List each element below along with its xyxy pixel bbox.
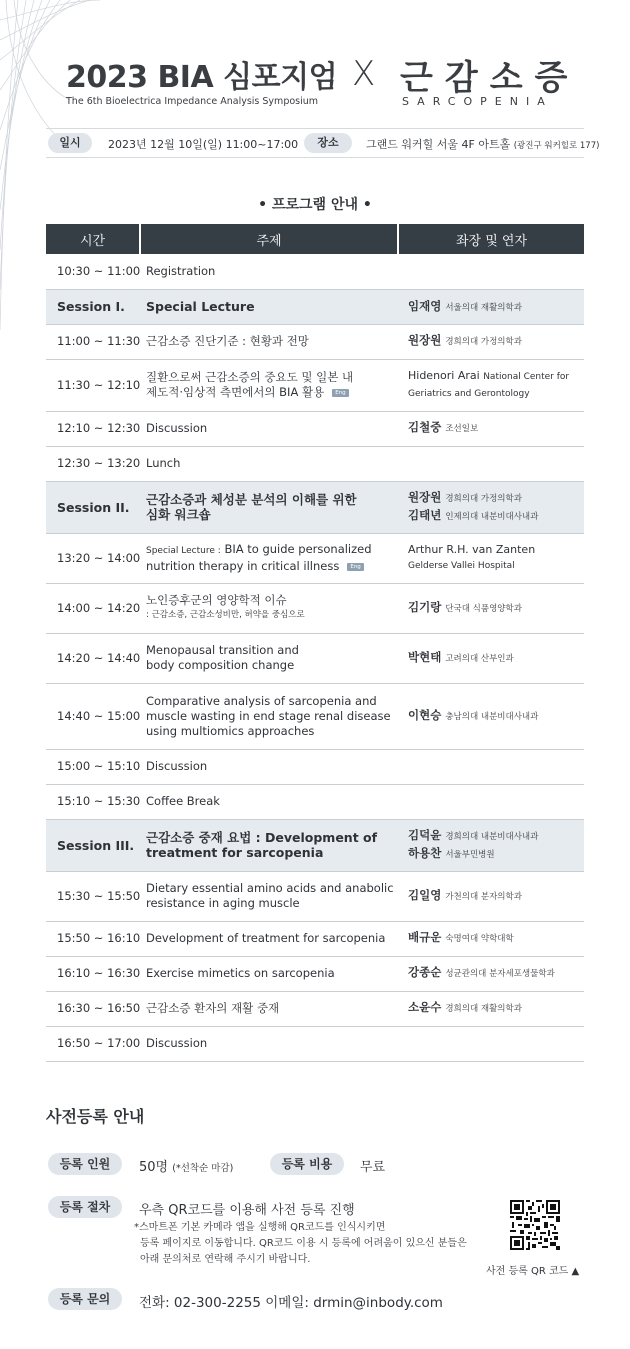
time-cell: 14:20 ~ 14:40 bbox=[46, 633, 140, 683]
speaker-name: 소윤수 bbox=[408, 1000, 442, 1014]
procedure-note-line: *스마트폰 기본 카메라 앱을 실행해 QR코드를 인식시키면 bbox=[134, 1222, 386, 1233]
symposium-subtitle: The 6th Bioelectrica Impedance Analysis Symposium bbox=[66, 96, 319, 107]
speaker-affiliation: Gelderse Vallei Hospital bbox=[408, 561, 515, 571]
topic-line: BIA to guide personalized bbox=[220, 542, 372, 556]
topic-cell bbox=[140, 533, 398, 583]
topic-line: 근감소증 중재 요법 : Development of bbox=[146, 830, 378, 845]
table-row bbox=[46, 324, 584, 359]
speaker-affiliation: 충남의대 내분비대사내과 bbox=[445, 711, 539, 722]
speaker-name: 임재영 bbox=[408, 298, 442, 313]
time-cell: 11:00 ~ 11:30 bbox=[46, 324, 140, 359]
program-table bbox=[46, 224, 584, 1062]
topic-line: using multiomics approaches bbox=[146, 723, 315, 738]
table-row bbox=[46, 633, 584, 683]
topic-line: nutrition therapy in critical illness bbox=[146, 559, 340, 573]
capacity-note: (*선착순 마감) bbox=[172, 1163, 234, 1174]
speaker-cell bbox=[398, 921, 584, 956]
column-header-topic: 주제 bbox=[140, 224, 398, 254]
table-row bbox=[46, 411, 584, 446]
table-row bbox=[46, 254, 584, 289]
place-value bbox=[366, 136, 599, 152]
program-table-header bbox=[46, 224, 584, 254]
program-heading: • 프로그램 안내 • bbox=[258, 197, 372, 213]
table-row bbox=[46, 871, 584, 921]
speaker-affiliation: 서울의대 재활의학과 bbox=[445, 302, 522, 313]
speaker-affiliation: 조선일보 bbox=[445, 424, 479, 434]
speaker-cell bbox=[398, 871, 584, 921]
event-info-bar bbox=[46, 128, 600, 158]
speaker-affiliation: National Center for bbox=[483, 372, 570, 382]
place-address-note: (광진구 워커힐로 177) bbox=[513, 141, 600, 151]
session-label: Session II. bbox=[46, 481, 140, 533]
topic-line-with-badge bbox=[146, 559, 398, 574]
table-row bbox=[46, 683, 584, 749]
topic-cell: Discussion bbox=[140, 749, 398, 784]
time-cell: 15:30 ~ 15:50 bbox=[46, 871, 140, 921]
column-header-speaker: 좌장 및 연자 bbox=[398, 224, 584, 254]
time-cell: 13:20 ~ 14:00 bbox=[46, 533, 140, 583]
speaker-name: 배규운 bbox=[408, 930, 442, 944]
topic-line: Menopausal transition and bbox=[146, 643, 299, 657]
speaker-name: 원장원 bbox=[408, 490, 442, 504]
topic-cell bbox=[140, 359, 398, 411]
speaker-affiliation: 단국대 식품영양학과 bbox=[445, 603, 522, 614]
speaker-name: 김덕윤 bbox=[408, 828, 442, 842]
topic-line: 질환으로써 근감소증의 중요도 및 일본 내 bbox=[146, 370, 354, 384]
time-cell: 15:00 ~ 15:10 bbox=[46, 749, 140, 784]
speaker-cell bbox=[398, 481, 584, 533]
capacity-value bbox=[139, 1156, 233, 1175]
speaker-cell bbox=[398, 749, 584, 784]
speaker-affiliation: Geriatrics and Gerontology bbox=[408, 389, 530, 399]
speaker-affiliation: 경희의대 가정의학과 bbox=[445, 337, 522, 347]
session-label: Session III. bbox=[46, 819, 140, 871]
topic-line: body composition change bbox=[146, 658, 295, 672]
topic-line: muscle wasting in end stage renal disease bbox=[146, 708, 391, 723]
qr-caption: 사전 등록 QR 코드 ▲ bbox=[486, 1266, 580, 1277]
date-value: 2023년 12월 10일(일) 11:00~17:00 bbox=[108, 138, 299, 151]
session-row bbox=[46, 289, 584, 324]
fee-label-pill: 등록 비용 bbox=[270, 1153, 344, 1175]
table-row bbox=[46, 533, 584, 583]
speaker-name: 이현승 bbox=[408, 707, 442, 722]
speaker-cell bbox=[398, 683, 584, 749]
speaker-cell bbox=[398, 784, 584, 819]
topic-subnote: : 근감소증, 근감소성비만, 허약을 중심으로 bbox=[146, 610, 305, 620]
place-name: 그랜드 워커힐 서울 4F 아트홀 bbox=[366, 138, 511, 151]
topic-line: treatment for sarcopenia bbox=[146, 845, 324, 860]
speaker-affiliation: 서울부민병원 bbox=[445, 850, 495, 860]
time-cell: 10:30 ~ 11:00 bbox=[46, 254, 140, 289]
table-row bbox=[46, 1026, 584, 1061]
table-row bbox=[46, 359, 584, 411]
topic-cell: Special Lecture bbox=[140, 289, 398, 324]
speaker-affiliation: 경희의대 내분비대사내과 bbox=[445, 832, 539, 842]
speaker-cell bbox=[398, 254, 584, 289]
topic-line: resistance in aging muscle bbox=[146, 896, 300, 910]
speaker-name: 박현태 bbox=[408, 649, 442, 664]
topic-line: Dietary essential amino acids and anabolic bbox=[146, 881, 394, 895]
speaker-cell bbox=[398, 359, 584, 411]
table-row bbox=[46, 921, 584, 956]
topic-prefix: Special Lecture : bbox=[146, 546, 221, 556]
cross-mark: X bbox=[352, 54, 376, 94]
place-label-pill: 장소 bbox=[304, 133, 352, 153]
speaker-name: 김기랑 bbox=[408, 599, 442, 614]
speaker-affiliation: 경희의대 가정의학과 bbox=[445, 494, 522, 504]
table-row bbox=[46, 956, 584, 991]
topic-cell bbox=[140, 633, 398, 683]
time-cell: 14:40 ~ 15:00 bbox=[46, 683, 140, 749]
speaker-affiliation: 경희의대 재활의학과 bbox=[445, 1004, 522, 1014]
capacity-label-pill: 등록 인원 bbox=[48, 1153, 122, 1175]
date-label-pill: 일시 bbox=[48, 133, 92, 153]
session-row bbox=[46, 481, 584, 533]
speaker-affiliation: 성균관의대 분자세포생물학과 bbox=[445, 969, 555, 979]
topic-cell: Discussion bbox=[140, 411, 398, 446]
procedure-note bbox=[134, 1220, 467, 1268]
speaker-cell bbox=[398, 956, 584, 991]
topic-cell: 근감소증 진단기준 : 현황과 전망 bbox=[140, 324, 398, 359]
registration-heading: 사전등록 안내 bbox=[46, 1107, 145, 1126]
speaker-affiliation: 고려의대 산부인과 bbox=[445, 653, 514, 664]
topic-line: Comparative analysis of sarcopenia and bbox=[146, 693, 377, 708]
speaker-name: 김일영 bbox=[408, 887, 442, 902]
topic-cell bbox=[140, 819, 398, 871]
speaker-cell bbox=[398, 533, 584, 583]
speaker-cell bbox=[398, 1026, 584, 1061]
speaker-cell bbox=[398, 991, 584, 1026]
time-cell: 15:50 ~ 16:10 bbox=[46, 921, 140, 956]
topic-cell bbox=[140, 481, 398, 533]
table-row bbox=[46, 784, 584, 819]
speaker-line bbox=[408, 368, 584, 385]
table-row bbox=[46, 446, 584, 481]
speaker-cell bbox=[398, 411, 584, 446]
topic-cell: Registration bbox=[140, 254, 398, 289]
speaker-cell bbox=[398, 633, 584, 683]
topic-cell: Lunch bbox=[140, 446, 398, 481]
contact-label-pill: 등록 문의 bbox=[48, 1288, 122, 1310]
speaker-name: Arthur R.H. van Zanten bbox=[408, 543, 536, 556]
topic-cell: Coffee Break bbox=[140, 784, 398, 819]
table-row bbox=[46, 991, 584, 1026]
speaker-name: 김태년 bbox=[408, 508, 442, 522]
procedure-label-pill: 등록 절차 bbox=[48, 1196, 122, 1218]
time-cell: 16:50 ~ 17:00 bbox=[46, 1026, 140, 1061]
speaker-name: 원장원 bbox=[408, 333, 442, 347]
topic-cell: Discussion bbox=[140, 1026, 398, 1061]
topic-line: 노인증후군의 영양학적 이슈 bbox=[146, 593, 287, 607]
topic-line: 심화 워크숍 bbox=[146, 507, 211, 522]
speaker-cell bbox=[398, 446, 584, 481]
fee-value: 무료 bbox=[360, 1160, 386, 1175]
topic-cell bbox=[140, 871, 398, 921]
session-label: Session I. bbox=[46, 289, 140, 324]
topic-line-with-badge bbox=[146, 385, 398, 400]
column-header-time: 시간 bbox=[46, 224, 140, 254]
time-cell: 16:30 ~ 16:50 bbox=[46, 991, 140, 1026]
procedure-note-line: 등록 페이지로 이동합니다. QR코드 이용 시 등록에 어려움이 있으신 분들은 bbox=[140, 1238, 467, 1249]
time-cell: 16:10 ~ 16:30 bbox=[46, 956, 140, 991]
time-cell: 14:00 ~ 14:20 bbox=[46, 583, 140, 633]
speaker-name: 강종순 bbox=[408, 965, 442, 979]
speaker-cell bbox=[398, 324, 584, 359]
topic-cell: Exercise mimetics on sarcopenia bbox=[140, 956, 398, 991]
procedure-value: 우측 QR코드를 이용해 사전 등록 진행 bbox=[139, 1203, 355, 1218]
time-cell: 12:30 ~ 13:20 bbox=[46, 446, 140, 481]
speaker-cell bbox=[398, 819, 584, 871]
time-cell: 11:30 ~ 12:10 bbox=[46, 359, 140, 411]
english-lecture-badge: Eng bbox=[347, 563, 363, 571]
sarcopenia-korean-title: 근감소증 bbox=[400, 58, 580, 98]
sarcopenia-english-title: SARCOPENIA bbox=[402, 95, 553, 108]
table-row bbox=[46, 583, 584, 633]
symposium-title: 2023 BIA 심포지엄 bbox=[66, 60, 338, 95]
speaker-name: 김철중 bbox=[408, 420, 442, 434]
speaker-affiliation: 인제의대 내분비대사내과 bbox=[445, 512, 539, 522]
procedure-note-line: 아래 문의처로 연락해 주시기 바랍니다. bbox=[140, 1254, 311, 1265]
topic-cell bbox=[140, 683, 398, 749]
capacity-number: 50명 bbox=[139, 1160, 169, 1175]
time-cell: 12:10 ~ 12:30 bbox=[46, 411, 140, 446]
table-row bbox=[46, 749, 584, 784]
topic-cell: 근감소증 환자의 재활 중재 bbox=[140, 991, 398, 1026]
english-lecture-badge: Eng bbox=[332, 389, 348, 397]
speaker-name: Hidenori Arai bbox=[408, 369, 480, 382]
topic-cell: Development of treatment for sarcopenia bbox=[140, 921, 398, 956]
topic-line: 제도적·임상적 측면에서의 BIA 활용 bbox=[146, 385, 325, 399]
time-cell: 15:10 ~ 15:30 bbox=[46, 784, 140, 819]
topic-line: 근감소증과 체성분 분석의 이해를 위한 bbox=[146, 492, 357, 507]
speaker-name: 하용찬 bbox=[408, 846, 442, 860]
topic-cell bbox=[140, 583, 398, 633]
speaker-cell bbox=[398, 289, 584, 324]
registration-qr-code[interactable] bbox=[510, 1200, 560, 1250]
contact-value: 전화: 02-300-2255 이메일: drmin@inbody.com bbox=[139, 1295, 443, 1311]
session-row bbox=[46, 819, 584, 871]
speaker-cell bbox=[398, 583, 584, 633]
speaker-affiliation: 가천의대 분자의학과 bbox=[445, 891, 522, 902]
speaker-affiliation: 숙명여대 약학대학 bbox=[445, 934, 514, 944]
